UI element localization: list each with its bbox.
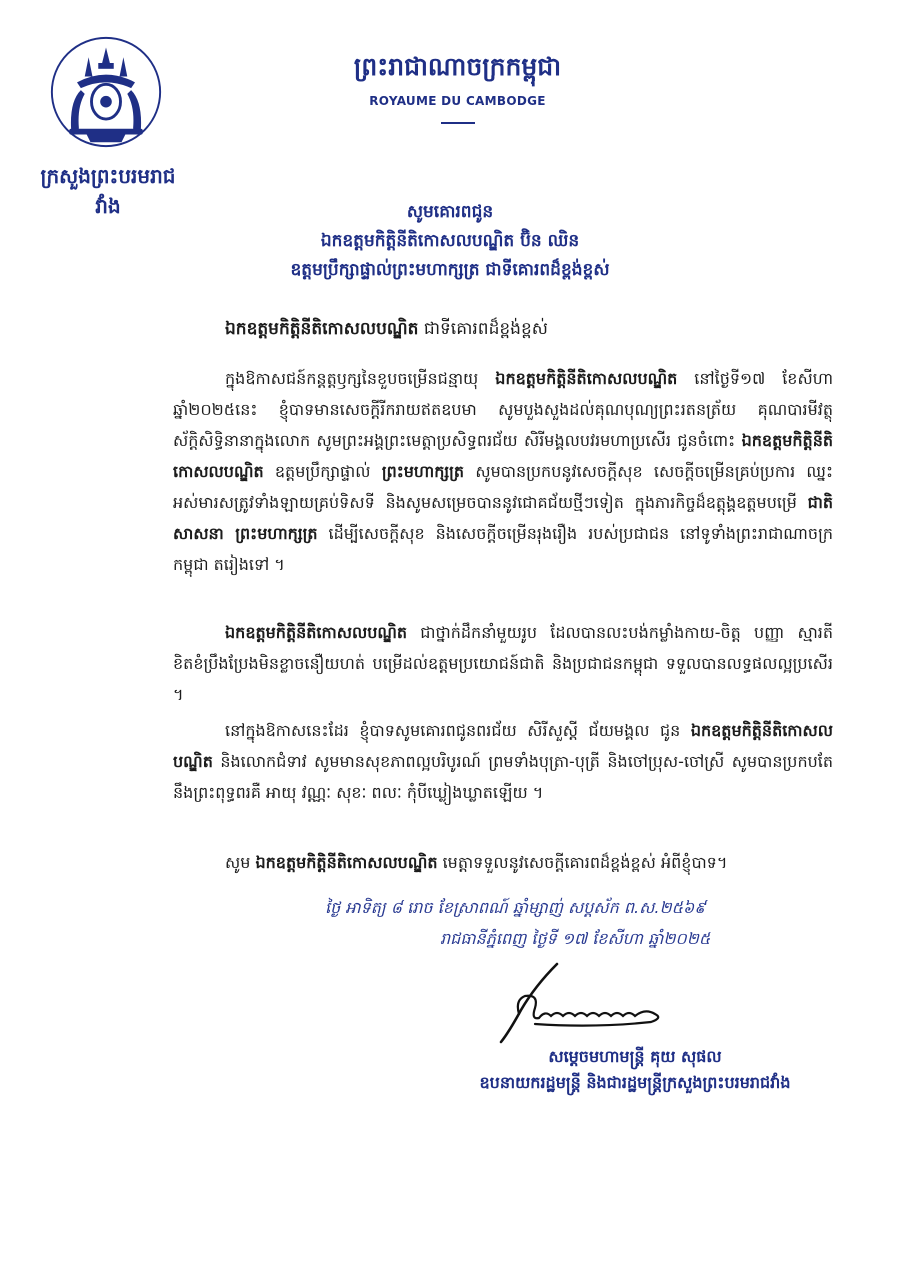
signatory-block (400, 1044, 870, 1096)
kingdom-name-french: ROYAUME DU CAMBODGE (369, 94, 546, 108)
lunar-date-rest: ខែស្រាពណ៍ ឆ្នាំម្សាញ់ សប្តស័ក ព.ស.២៥៦៩ (432, 898, 706, 917)
text-run: ដើម្បីសេចក្តីសុខ និងសេចក្តីចម្រើនរុងរឿង របស់ប្រជាជន នៅទូទាំងព្រះរាជាណាចក្រកម្ពុជា តរៀងទៅ ។ (173, 524, 833, 574)
bold-run: ព្រះមហាក្សត្រ (381, 462, 465, 481)
salutation (225, 318, 548, 343)
bold-run: ឯកឧត្តមកិត្តិនីតិកោសលបណ្ឌិត (495, 369, 678, 388)
ministry-name: ក្រសួងព្រះបរមរាជវាំង (40, 164, 176, 218)
lunar-date-prefix: ថ្ងៃ (325, 898, 346, 917)
letter-paragraph-1 (173, 363, 833, 580)
letter-paragraph-3 (173, 715, 833, 808)
bold-run: ឯកឧត្តមកិត្តិនីតិកោសលបណ្ឌិត (225, 623, 408, 642)
lunar-date-handwritten: អាទិត្យ ៨ រោច (345, 898, 433, 917)
lunar-date (325, 897, 835, 921)
signatory-name: សម្តេចមហាមន្ត្រី គុយ សុផល (548, 1047, 722, 1066)
signature-icon (495, 958, 675, 1046)
salutation-name: ឯកឧត្តមកិត្តិនីតិកោសលបណ្ឌិត (225, 319, 419, 339)
text-run: មេត្តាទទួលនូវសេចក្តីគោរពដ៏ខ្ពង់ខ្ពស់ អំពីខ្ញុំបាទ។ (437, 853, 728, 872)
signatory-title: ឧបនាយករដ្ឋមន្ត្រី និងជារដ្ឋមន្ត្រីក្រសួងព្រះបរមរាជវាំង (479, 1073, 791, 1092)
letter-paragraph-4 (173, 847, 833, 878)
text-run: សូមបានប្រកបនូវសេចក្តីសុខ សេចក្តីចម្រើនគ្រប់ប្រការ ឈ្នះអស់មារសត្រូវទាំងឡាយគ្រប់ទិសទី និងសូមសម្រេចបាននូវជោគជ័យថ្មីៗទៀត ក្នុងភារកិច្ចដ៏ឧត្តុង្គឧត្តមបម្រើ (173, 462, 833, 512)
solar-date-rest: ខែសីហា ឆ្នាំ២០២៥ (587, 929, 711, 948)
text-run: ក្នុងឱកាសជន៍កន្តត្តឫក្សនៃខួបចម្រើនជន្មាយុ (225, 369, 496, 388)
bold-run: ជាតិ សាសនា ព្រះមហាក្សត្រ (173, 493, 833, 543)
royal-coat-of-arms-icon (48, 34, 164, 150)
text-run: សូម (225, 853, 256, 872)
addressee-line-2: ឯកឧត្តមកិត្តិនីតិកោសលបណ្ឌិត ប៊ិន ឈិន (320, 231, 580, 251)
solar-date-day-handwritten: ១៧ (561, 929, 588, 948)
kingdom-name-khmer: ព្រះរាជាណាចក្រកម្ពុជា (353, 52, 562, 81)
kingdom-header (300, 52, 615, 124)
bold-run: ឯកឧត្តមកិត្តិនីតិកោសលបណ្ឌិត (255, 853, 438, 872)
salutation-suffix: ជាទីគោរពដ៏ខ្ពង់ខ្ពស់ (418, 319, 548, 339)
addressee-block (150, 198, 750, 285)
text-run: នៅថ្ងៃទី១៧ ខែសីហា ឆ្នាំ២០២៥នេះ ខ្ញុំបាទមានសេចក្តីរីករាយឥតឧបមា សូមបួងសួងដល់គុណបុណ្យព្រះរតនត្រ័យ គុណបារមីវត្ថុស័ក្តិសិទ្ធិនានាក្នុងលោក សូមព្រះអង្គព្រះមេត្តាប្រសិទ្ធពរជ័យ សិរីមង្គលបវរមហាប្រសើរ ជូនចំពោះ (173, 369, 834, 450)
solar-date (440, 928, 840, 952)
text-run: នៅក្នុងឱកាសនេះដែរ ខ្ញុំបាទសូមគោរពជូនពរជ័យ សិរីសួស្តី ជ័យមង្គល ជូន (225, 721, 691, 740)
text-run: ជាថ្នាក់ដឹកនាំមួយរូប ដែលបានលះបង់កម្លាំងកាយ-ចិត្ត បញ្ញា ស្មារតី ខិតខំប្រឹងប្រែងមិនខ្លាចនឿយហត់ បម្រើដល់ឧត្តមប្រយោជន៍ជាតិ និងប្រជាជនកម្ពុជា ទទួលបានលទ្ធផលល្អប្រសើរ ។ (173, 623, 833, 704)
text-run: និងលោកជំទាវ សូមមានសុខភាពល្អបរិបូរណ៍ ព្រមទាំងបុត្រា-បុត្រី និងចៅប្រុស-ចៅស្រី សូមបានប្រកបតែនឹងព្រះពុទ្ធពរគឺ អាយុ វណ្ណៈ សុខៈ ពលៈ កុំបីឃ្លៀងឃ្លាតឡើយ ។ (173, 752, 833, 802)
addressee-line-1: សូមគោរពជូន (406, 202, 494, 222)
header-divider (441, 122, 475, 124)
addressee-line-3: ឧត្តមប្រឹក្សាផ្ទាល់ព្រះមហាក្សត្រ ជាទីគោរពដ៏ខ្ពង់ខ្ពស់ (290, 260, 610, 280)
solar-date-prefix: រាជធានីភ្នំពេញ ថ្ងៃទី (440, 929, 562, 948)
bold-run: ឯកឧត្តមកិត្តិនីតិកោសលបណ្ឌិត (173, 721, 833, 771)
letter-paragraph-2 (173, 617, 833, 710)
bold-run: ឯកឧត្តមកិត្តិនីតិកោសលបណ្ឌិត (173, 431, 833, 481)
text-run: ឧត្តមប្រឹក្សាផ្ទាល់ (263, 462, 382, 481)
